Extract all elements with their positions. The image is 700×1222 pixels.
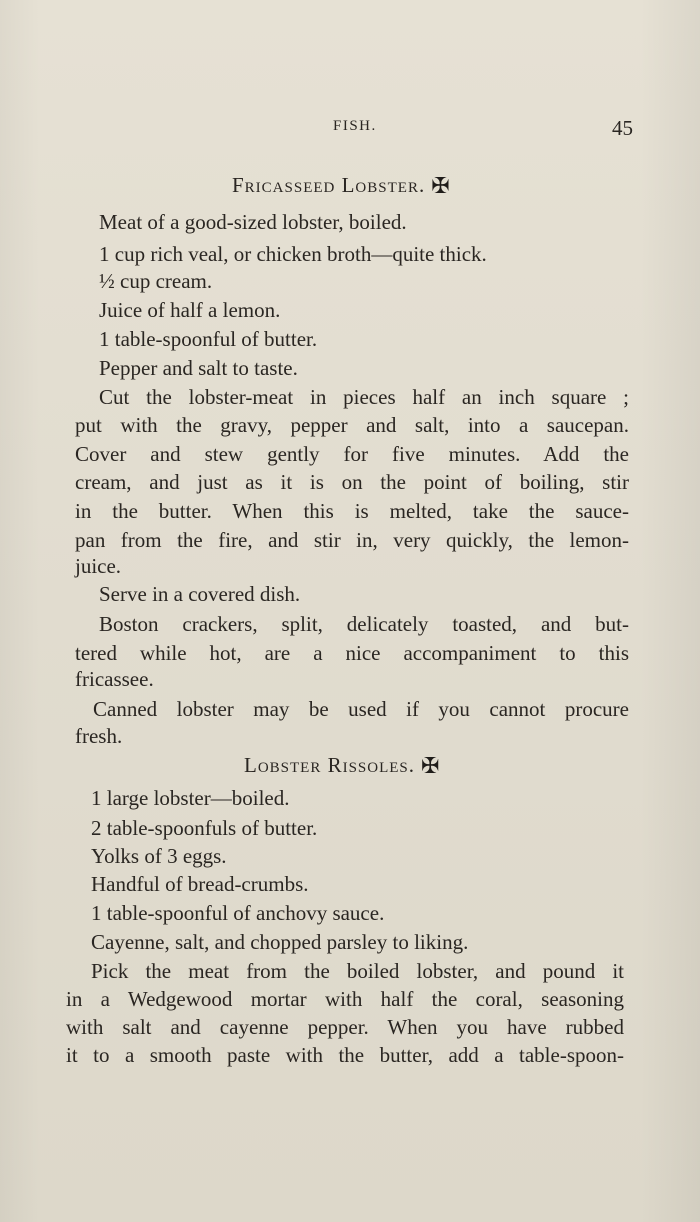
recipe-heading-lobster-rissoles <box>0 752 700 778</box>
paragraph-line: it to a smooth paste with the butter, add a table-spoon- <box>66 1043 624 1067</box>
ingredient-line: Meat of a good-sized lobster, boiled. <box>99 210 407 234</box>
ingredient-line: 1 table-spoonful of anchovy sauce. <box>91 901 385 925</box>
paragraph-line: tered while hot, are a nice accompaniment to this <box>75 641 629 665</box>
running-title: FISH. <box>333 118 377 134</box>
ingredient-line: 1 large lobster—boiled. <box>91 786 290 810</box>
maltese-cross-icon: ✠ <box>421 753 441 778</box>
paragraph-line: Cover and stew gently for five minutes. Add the <box>75 442 629 466</box>
paragraph-line: Pick the meat from the boiled lobster, and pound it <box>91 959 624 983</box>
paragraph-line: Cut the lobster-meat in pieces half an inch square ; <box>99 385 629 409</box>
page-number: 45 <box>612 116 633 140</box>
ingredient-line: 1 cup rich veal, or chicken broth—quite thick. <box>99 242 487 266</box>
paragraph-line: in the butter. When this is melted, take the sauce- <box>75 499 629 523</box>
recipe-title: Fricasseed Lobster. <box>232 173 426 197</box>
paragraph-line: fricassee. <box>75 667 154 691</box>
recipe-heading-fricasseed-lobster <box>0 172 700 198</box>
ingredient-line: 1 table-spoonful of butter. <box>99 327 318 351</box>
paragraph-line: Boston crackers, split, delicately toasted, and but- <box>99 612 629 636</box>
paragraph-line: put with the gravy, pepper and salt, into a saucepan. <box>75 413 629 437</box>
running-head <box>0 116 700 146</box>
ingredient-line: Handful of bread-crumbs. <box>91 872 309 896</box>
ingredient-line: Juice of half a lemon. <box>99 298 281 322</box>
paragraph-line: fresh. <box>75 724 123 748</box>
paragraph-line: cream, and just as it is on the point of boiling, stir <box>75 470 629 494</box>
recipe-title: Lobster Rissoles. <box>244 753 416 777</box>
paragraph-line: Canned lobster may be used if you cannot procure <box>93 697 629 721</box>
ingredient-line: Yolks of 3 eggs. <box>91 844 227 868</box>
paragraph-line: juice. <box>75 554 122 578</box>
ingredient-line: Cayenne, salt, and chopped parsley to liking. <box>91 930 469 954</box>
ingredient-line: ½ cup cream. <box>99 269 213 293</box>
ingredient-line: 2 table-spoonfuls of butter. <box>91 816 318 840</box>
paragraph-line: with salt and cayenne pepper. When you have rubbed <box>66 1015 624 1039</box>
paragraph-line: Serve in a covered dish. <box>99 582 301 606</box>
paragraph-line: in a Wedgewood mortar with half the coral, seasoning <box>66 987 624 1011</box>
paragraph-line: pan from the fire, and stir in, very quickly, the lemon- <box>75 528 629 552</box>
ingredient-line: Pepper and salt to taste. <box>99 356 298 380</box>
maltese-cross-icon: ✠ <box>431 173 451 198</box>
